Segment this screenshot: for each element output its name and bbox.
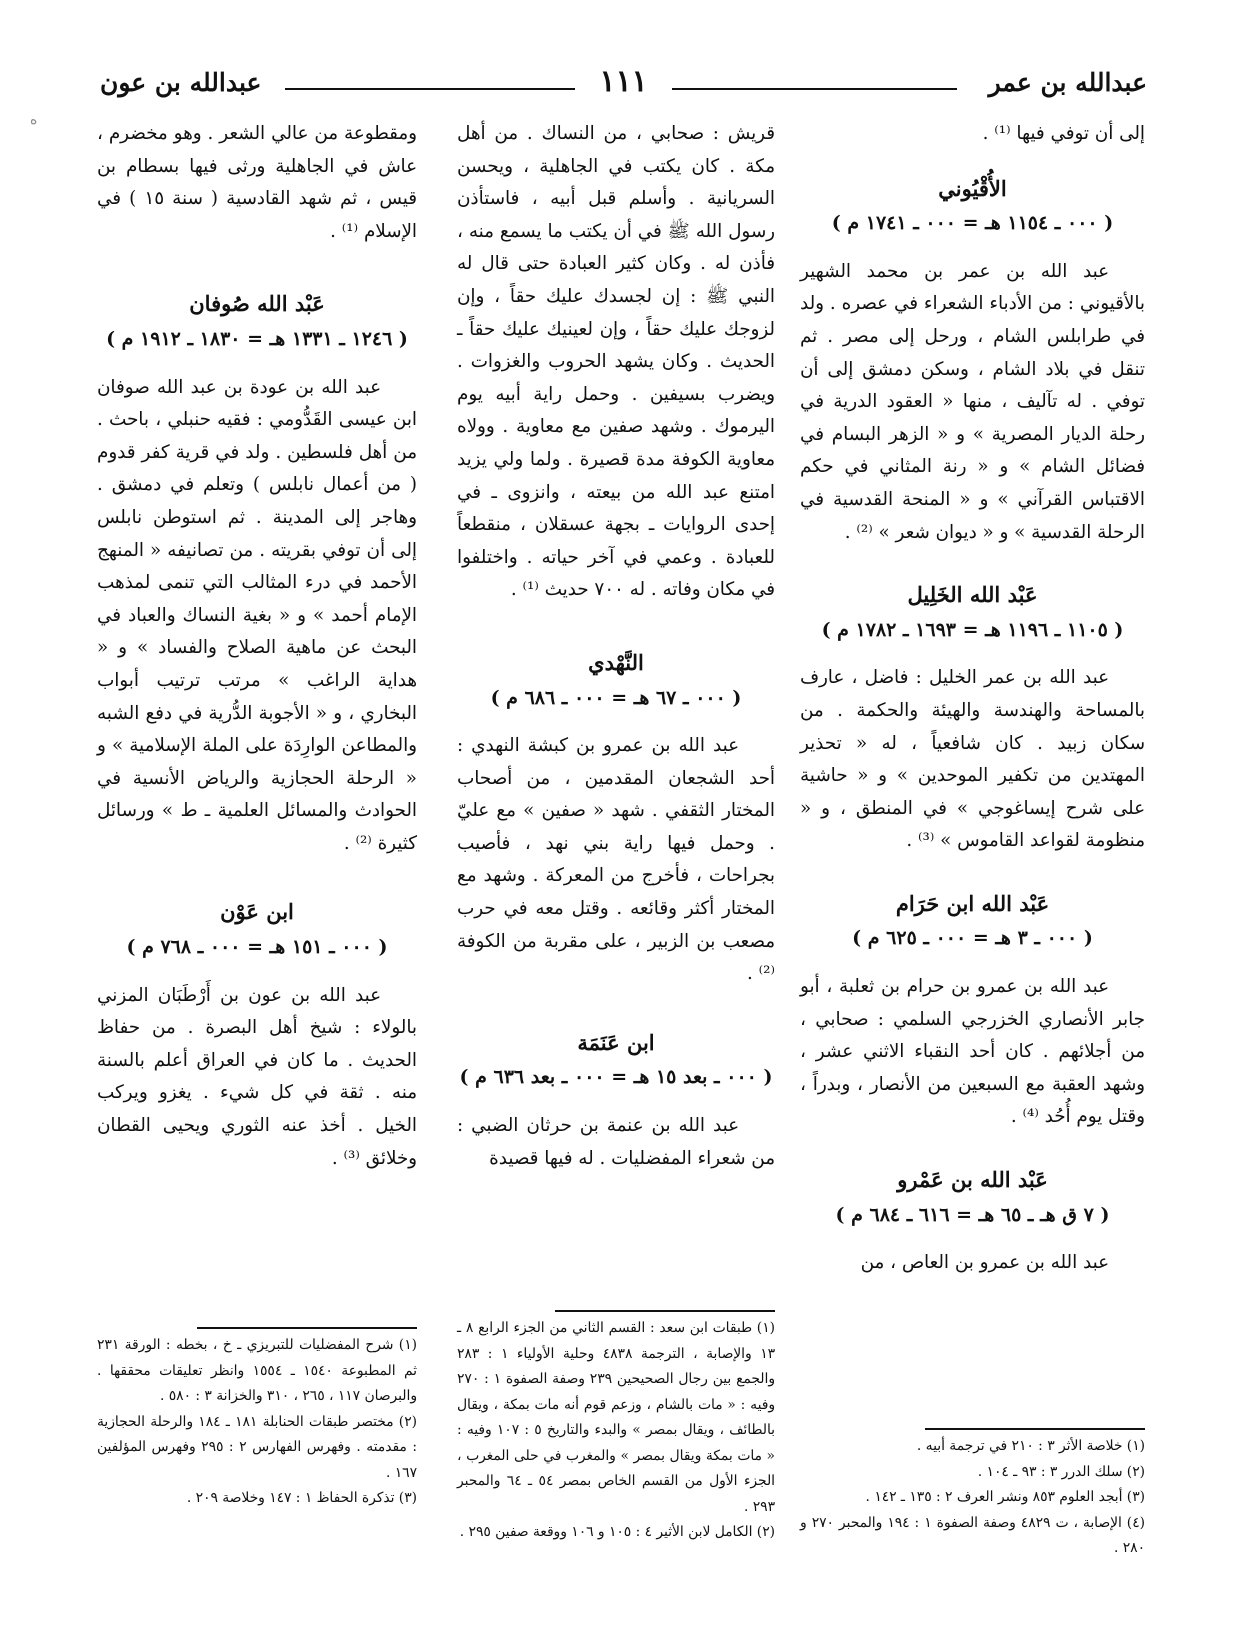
footnotes-left <box>97 1333 417 1512</box>
column-middle <box>457 118 775 1175</box>
margin-mark: ﻩ <box>30 112 38 128</box>
entry-body: عبد الله بن عودة بن عبد الله صوفان ابن عيسى القَدُّومي : فقيه حنبلي ، باحث . من أهل فلسطين . ولد في قرية كفر قدوم ( من أعمال نابلس ) وتعلم في دمشق . وهاجر إلى المدينة . ثم استوطن نابلس إلى أن توفي بقريته . من تصانيفه « المنهج الأحمد في درء المثالب التي تنمى لمذهب الإمام أحمد » و « بغية النساك والعباد في البحث عن ماهية الصلاح والفساد » و « هداية الراغب » مرتب ترتيب أبواب البخاري ، و « الأجوبة الدُّرية في دفع الشبه والمطاعن الوارِدَة على الملة الإسلامية » و « الرحلة الحجازية والرياض الأنسية في الحوادث والمسائل العلمية ـ ط » ورسائل كثيرة ⁽²⁾ . <box>97 376 417 854</box>
entry-title: عَبْد الله الخَلِيل <box>907 582 1038 608</box>
entry-dates: ( ٠٠٠ ـ ٣ هـ = ٠٠٠ ـ ٦٢٥ م ) <box>852 927 1093 950</box>
entry-dates: ( ٠٠٠ ـ ١٥١ هـ = ٠٠٠ ـ ٧٦٨ م ) <box>126 936 388 959</box>
continued-text: قريش : صحابي ، من النساك . من أهل مكة . كان يكتب في الجاهلية ، ويحسن السريانية . وأسلم قبل أبيه ، فاستأذن رسول الله ﷺ في أن يكتب ما يسمع منه ، فأذن له . وكان كثير العبادة حتى قال له النبي ﷺ : إن لجسدك عليك حقاً ، وإن لزوجك عليك حقاً ، وإن لعينيك عليك حقاً ـ الحديث . وكان يشهد الحروب والغزوات . ويضرب بسيفين . وحمل راية أبيه يوم اليرموك . وشهد صفين مع معاوية . وولاه معاوية الكوفة مدة قصيرة . ولما ولي يزيد امتنع عبد الله من بيعته ، وانزوى ـ في إحدى الروايات ـ بجهة عسقلان ، منقطعاً للعبادة . وعمي في آخر حياته . واختلفوا في مكان وفاته . له ٧٠٠ حديث ⁽¹⁾ . <box>457 123 775 601</box>
entry-title: عَبْد الله ابن حَرَام <box>895 890 1050 916</box>
entry-body: عبد الله بن عمرو بن حرام بن ثعلبة ، أبو جابر الأنصاري الخزرجي السلمي : صحابي ، من أجلائهم . كان أحد النقباء الاثني عشر ، وشهد العقبة مع السبعين من الأنصار ، وبدراً ، وقتل يوم أُحُد ⁽⁴⁾ . <box>800 976 1145 1128</box>
footnote: (٢) مختصر طبقات الحنابلة ١٨١ ـ ١٨٤ والرحلة الحجازية : مقدمته . وفهرس الفهارس ٢ : ٢٩٥ وفهرس المؤلفين ١٦٧ . <box>97 1413 417 1481</box>
entry-body: عبد الله بن عنمة بن حرثان الضبي : من شعراء المفضليات . له فيها قصيدة <box>457 1115 775 1169</box>
entry-title: ابن عَنَمَة <box>577 1029 655 1055</box>
page-header <box>100 64 1147 108</box>
footnote: (١) خلاصة الأثر ٣ : ٢١٠ في ترجمة أبيه . <box>916 1438 1145 1454</box>
entry-dates: ( ٧ ق هـ ـ ٦٥ هـ = ٦١٦ ـ ٦٨٤ م ) <box>835 1203 1110 1226</box>
entry-body: عبد الله بن عمر بن محمد الشهير بالأقيوني : من الأدباء الشعراء في عصره . ولد في طرابلس الشام ، ورحل إلى مصر . ثم تنقل في بلاد الشام ، وسكن دمشق إلى أن توفي . له تآليف ، منها « العقود الدرية في رحلة الديار المصرية » و « الزهر البسام في فضائل الشام » و « رنة المثاني في حكم الاقتباس القرآني » و « المنحة القدسية في الرحلة القدسية » و « ديوان شعر » ⁽²⁾ . <box>800 260 1145 543</box>
footnote: (٣) أبجد العلوم ٨٥٣ ونشر العرف ٢ : ١٣٥ ـ ١٤٢ . <box>865 1489 1145 1505</box>
running-head-left: عبدالله بن عون <box>100 68 262 97</box>
footnotes-right <box>800 1434 1145 1562</box>
continued-text: إلى أن توفي فيها ⁽¹⁾ . <box>982 123 1145 144</box>
entry-title: ابن عَوْن <box>220 899 294 925</box>
entry-body: عبد الله بن عون بن أَرْطَبَان المزني بالولاء : شيخ أهل البصرة . من حفاظ الحديث . ما كان في العراق أعلم بالسنة منه . ثقة في كل شيء . يغزو ويركب الخيل . أخذ عنه الثوري ويحيى القطان وخلائق ⁽³⁾ . <box>97 984 417 1169</box>
entry-title: عَبْد الله بن عَمْرو <box>897 1167 1048 1193</box>
page-number: ١١١ <box>591 64 655 99</box>
footnote: (١) طبقات ابن سعد : القسم الثاني من الجزء الرابع ٨ ـ ١٣ والإصابة ، الترجمة ٤٨٣٨ وحلية الأولياء ١ : ٢٨٣ والجمع بين رجال الصحيحين ٢٣٩ وصفة الصفوة ١ : ٢٧٠ وفيه : « مات بالشام ، وزعم قوم أنه مات بمكة ، ويقال بالطائف ، ويقال بمصر » والبدء والتاريخ ٥ : ١٠٧ وفيه : « مات بمكة ويقال بمصر » والمغرب في حلى المغرب ، الجزء الأول من القسم الخاص بمصر ٥٤ ـ ٦٤ والمحبر ٢٩٣ . <box>457 1320 776 1515</box>
entry-title: الأُقْيُوني <box>938 175 1007 201</box>
entry-dates: ( ٠٠٠ ـ ٦٧ هـ = ٠٠٠ ـ ٦٨٦ م ) <box>490 686 742 709</box>
entry-dates: ( ٠٠٠ ـ بعد ١٥ هـ = ٠٠٠ ـ بعد ٦٣٦ م ) <box>459 1066 773 1089</box>
entry-body: عبد الله بن عمرو بن العاص ، من <box>860 1252 1109 1274</box>
footnotes-middle <box>457 1316 775 1546</box>
footnote: (٣) تذكرة الحفاظ ١ : ١٤٧ وخلاصة ٢٠٩ . <box>186 1490 417 1506</box>
entry-body: عبد الله بن عمرو بن كبشة النهدي : أحد الشجعان المقدمين ، من أصحاب المختار الثقفي . شهد « صفين » مع عليّ . وحمل فيها راية بني نهد ، فأصيب بجراحات ، فأخرج من المعركة . وشهد مع المختار أكثر وقائعه . وقتل معه في حرب مصعب بن الزبير ، على مقربة من الكوفة ⁽²⁾ . <box>457 735 775 985</box>
footnote: (١) شرح المفضليات للتبريزي ـ خ ، بخطه : الورقة ٢٣١ ثم المطبوعة ١٥٤٠ ـ ١٥٥٤ وانظر تعليقات محققها . والبرصان ١١٧ ، ٢٦٥ ، ٣١٠ والخزانة ٣ : ٥٨٠ . <box>97 1337 417 1404</box>
column-left <box>97 118 417 1175</box>
entry-title: عَبْد الله صُوفان <box>189 291 325 317</box>
footnote-rule-left <box>197 1327 417 1329</box>
column-right <box>800 118 1145 1280</box>
header-rule-left <box>285 88 575 90</box>
entry-dates: ( ١١٠٥ ـ ١١٩٦ هـ = ١٦٩٣ ـ ١٧٨٢ م ) <box>821 618 1124 641</box>
continued-text: ومقطوعة من عالي الشعر . وهو مخضرم ، عاش في الجاهلية ورثى فيها بسطام بن قيس ، ثم شهد القادسية ( سنة ١٥ ) في الإسلام ⁽¹⁾ . <box>97 123 417 242</box>
footnote: (٤) الإصابة ، ت ٤٨٢٩ وصفة الصفوة ١ : ١٩٤ والمحبر ٢٧٠ و ٢٨٠ . <box>800 1514 1146 1556</box>
header-rule-right <box>672 88 957 90</box>
entry-title: النَّهْدي <box>588 649 644 675</box>
entry-dates: ( ٠٠٠ ـ ١١٥٤ هـ = ٠٠٠ ـ ١٧٤١ م ) <box>831 212 1114 235</box>
footnote-rule-middle <box>555 1310 775 1312</box>
footnote: (٢) سلك الدرر ٣ : ٩٣ ـ ١٠٤ . <box>977 1463 1145 1480</box>
entry-dates: ( ١٢٤٦ ـ ١٣٣١ هـ = ١٨٣٠ ـ ١٩١٢ م ) <box>106 327 408 350</box>
entry-body: عبد الله بن عمر الخليل : فاضل ، عارف بالمساحة والهندسة والهيئة والحكمة . من سكان زبيد . كان شافعياً ، له « تحذير المهتدين من تكفير الموحدين » و « حاشية على شرح إيساغوجي » في المنطق ، و « منظومة لقواعد القاموس » ⁽³⁾ . <box>800 667 1145 852</box>
footnote-rule-right <box>925 1428 1145 1430</box>
footnote: (٢) الكامل لابن الأثير ٤ : ١٠٥ و ١٠٦ ووقعة صفين ٢٩٥ . <box>459 1524 775 1540</box>
running-head-right: عبدالله بن عمر <box>988 68 1147 97</box>
